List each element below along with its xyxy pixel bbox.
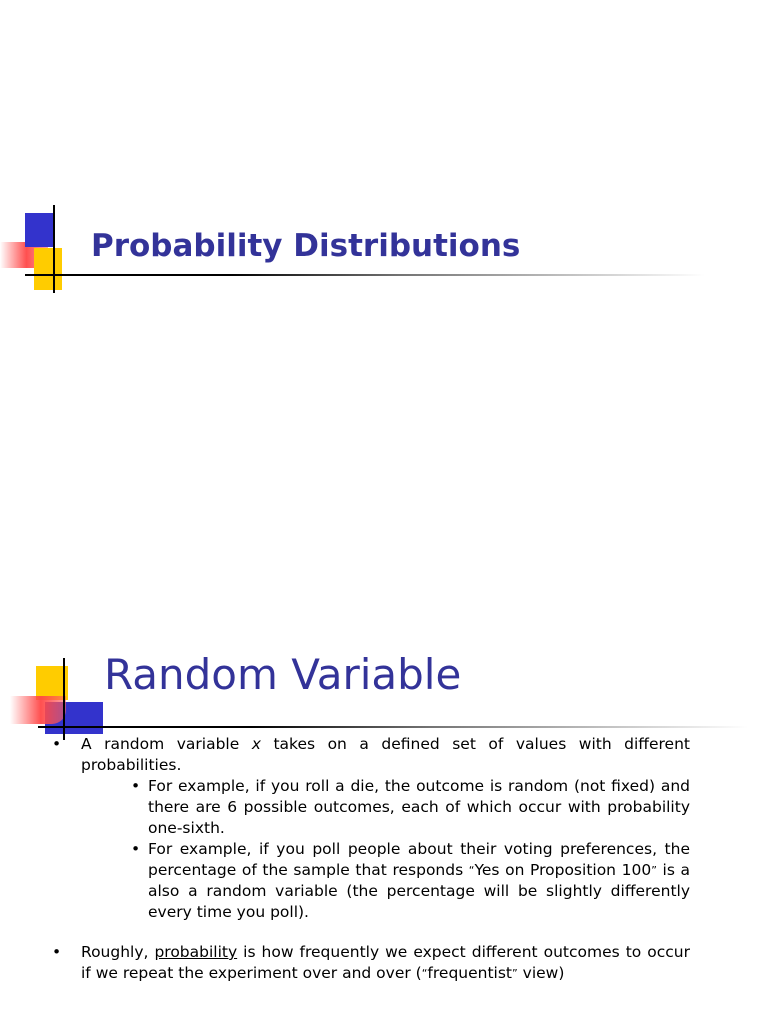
bullet-icon: •	[131, 840, 141, 858]
decor-blue-block	[25, 213, 55, 247]
variable-x: x	[251, 735, 261, 753]
bullet-icon: •	[131, 777, 141, 795]
bullet-text: A random variable x takes on a defined set of values with different probabilities.	[81, 735, 690, 774]
underlined-term: probability	[154, 943, 238, 961]
decor-yellow-block	[34, 248, 62, 290]
bullet-icon: •	[52, 735, 62, 753]
sub-bullet-text: For example, if you poll people about their voting preferences, the percentage of the sample that responds “Yes on Proposition 100” is a also a random variable (the percentage will be slightly differently every time you poll).	[148, 840, 690, 921]
sub-bullet-text: For example, if you roll a die, the outcome is random (not fixed) and there are 6 possible outcomes, each of which occur with probability one-sixth.	[148, 777, 690, 837]
bullet-text: Roughly, probability is how frequently we expect different outcomes to occur if we repeat the experiment over and over (“frequentist” view)	[81, 943, 690, 982]
title-underline	[25, 274, 705, 276]
sub-bullet-item	[0, 839, 768, 923]
bullet-item	[0, 734, 768, 776]
sub-bullet-item	[0, 776, 768, 839]
slide-title: Probability Distributions	[91, 228, 521, 264]
bullet-list	[0, 734, 768, 984]
bullet-icon: •	[52, 943, 62, 961]
decor-red-block	[10, 696, 66, 724]
title-underline	[38, 726, 748, 728]
bullet-item	[0, 942, 768, 984]
decor-vertical-line	[53, 205, 55, 293]
slide-title: Random Variable	[104, 650, 462, 699]
